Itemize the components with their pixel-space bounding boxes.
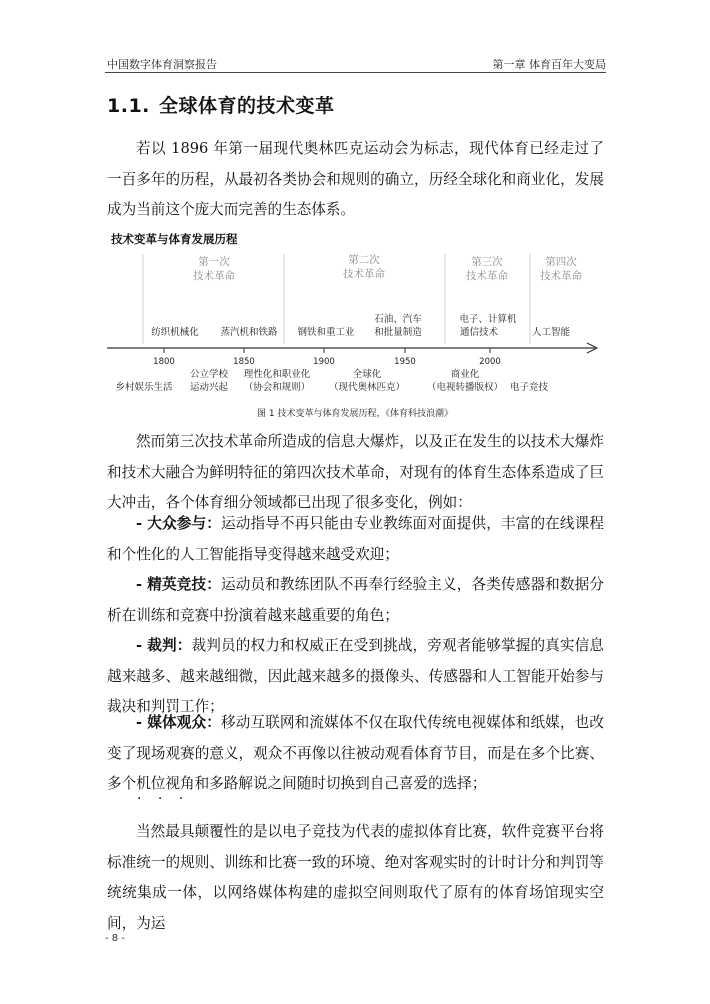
bullet-term: 大众参与 [147, 515, 207, 532]
sport-label-3-line1: 理性化和职业化 [243, 369, 311, 380]
running-header-left: 中国数字体育洞察报告 [107, 58, 217, 71]
bullet-term: 精英竞技 [147, 576, 207, 593]
tech-label-4-line2: 和批量制造 [374, 327, 422, 338]
bullet-dash: - [136, 515, 148, 532]
intro-paragraph: 若以 1896 年第一届现代奥林匹克运动会为标志，现代体育已经走过了一百多年的历程，从最初各类协会和规则的确立，历经全球化和商业化，发展成为当前这个庞大而完善的生态体系。 [107, 140, 604, 218]
bullet-term: 裁判 [147, 637, 177, 654]
header-rule [105, 72, 606, 73]
running-header-right: 第一章 体育百年大变局 [492, 58, 606, 71]
year-label-2000: 2000 [479, 357, 501, 367]
timeline-svg [105, 246, 605, 406]
bullet-term: 媒体观众 [147, 714, 207, 731]
bullet-dash: - [136, 637, 148, 654]
year-label-1850: 1850 [233, 357, 255, 367]
bullet-text: 移动互联网和流媒体不仅在取代传统电视媒体和纸媒，也改变了现场观赛的意义，观众不再像以往被动观看体育节目，而是在多个比赛、多个机位视角和多路解说之间随时切换到自己喜爱的选择； [107, 714, 604, 792]
bullet-item [107, 708, 604, 800]
bullet-item [107, 570, 604, 631]
figure-caption: 图 1 技术变革与体育发展历程，《体育科技浪潮》 [257, 409, 453, 419]
revolution-2-line2: 技术革命 [343, 268, 385, 280]
tech-label-2: 蒸汽机和铁路 [220, 327, 278, 338]
sport-label-3-line2: （协会和规则） [243, 382, 311, 393]
section-number: 1.1. [107, 95, 150, 117]
sport-label-5-line2: （电视转播版权） [426, 382, 504, 393]
bullet-separator: ： [206, 576, 221, 593]
revolution-1-line2: 技术革命 [193, 270, 235, 282]
sport-label-4-line2: （现代奥林匹克） [328, 382, 406, 393]
bullet-text: 运动指导不再只能由专业教练面对面提供，丰富的在线课程和个性化的人工智能指导变得越来越受欢迎； [107, 515, 604, 563]
bullet-separator: ： [176, 637, 192, 654]
bullet-separator: ： [206, 714, 221, 731]
tech-label-4-line1: 石油、汽车 [374, 314, 422, 325]
sport-label-4-line1: 全球化 [352, 369, 382, 380]
sport-label-6: 电子竞技 [509, 382, 549, 393]
bullet-dash: - [136, 576, 148, 593]
bullet-item [107, 509, 604, 570]
year-label-1800: 1800 [153, 357, 175, 367]
bullet-separator: ： [206, 515, 221, 532]
ellipsis: · · · [137, 791, 190, 807]
tech-label-5-line1: 电子、计算机 [459, 314, 517, 325]
tech-label-3: 钢铁和重工业 [297, 327, 355, 338]
bullet-text: 裁判员的权力和权威正在受到挑战，旁观者能够掌握的真实信息越来越多、越来越细微，因此越来越多的摄像头、传感器和人工智能开始参与裁决和判罚工作； [107, 637, 604, 715]
section-title: 全球体育的技术变革 [159, 95, 335, 117]
revolution-4-line2: 技术革命 [540, 270, 582, 282]
year-label-1950: 1950 [394, 357, 416, 367]
timeline-figure [105, 246, 605, 406]
sport-label-5-line1: 商业化 [450, 369, 480, 380]
revolution-2-line1: 第二次 [348, 254, 380, 266]
tech-label-5-line2: 通信技术 [459, 327, 499, 338]
sport-label-2-line1: 公立学校 [189, 369, 229, 380]
revolution-3-line1: 第三次 [471, 256, 503, 268]
revolution-1-line1: 第一次 [198, 256, 230, 268]
revolution-3-line2: 技术革命 [466, 270, 508, 282]
figure-title: 技术变革与体育发展历程 [111, 232, 238, 246]
sport-label-1: 乡村娱乐生活 [115, 382, 173, 393]
tech-label-6: 人工智能 [531, 327, 571, 338]
bullet-dash: - [136, 714, 148, 731]
body-paragraph-2: 然而第三次技术革命所造成的信息大爆炸，以及正在发生的以技术大爆炸和技术大融合为鲜明特征的第四次技术革命，对现有的体育生态体系造成了巨大冲击，各个体育细分领域都已出现了很多变化，例如： [107, 433, 604, 511]
sport-label-2-line2: 运动兴起 [189, 382, 229, 393]
tech-label-1: 纺织机械化 [151, 327, 199, 338]
year-label-1900: 1900 [313, 357, 335, 367]
page-number: - 8 - [105, 933, 125, 944]
revolution-4-line1: 第四次 [545, 256, 577, 268]
body-paragraph-3: 当然最具颠覆性的是以电子竞技为代表的虚拟体育比赛，软件竞赛平台将标准统一的规则、训练和比赛一致的环境、绝对客观实时的计时计分和判罚等统统集成一体，以网络媒体构建的虚拟空间则取代了原有的体育场馆现实空间，为运 [107, 823, 604, 932]
bullet-text: 运动员和教练团队不再奉行经验主义，各类传感器和数据分析在训练和竞赛中扮演着越来越重要的角色； [107, 576, 604, 624]
section-heading [107, 91, 335, 118]
